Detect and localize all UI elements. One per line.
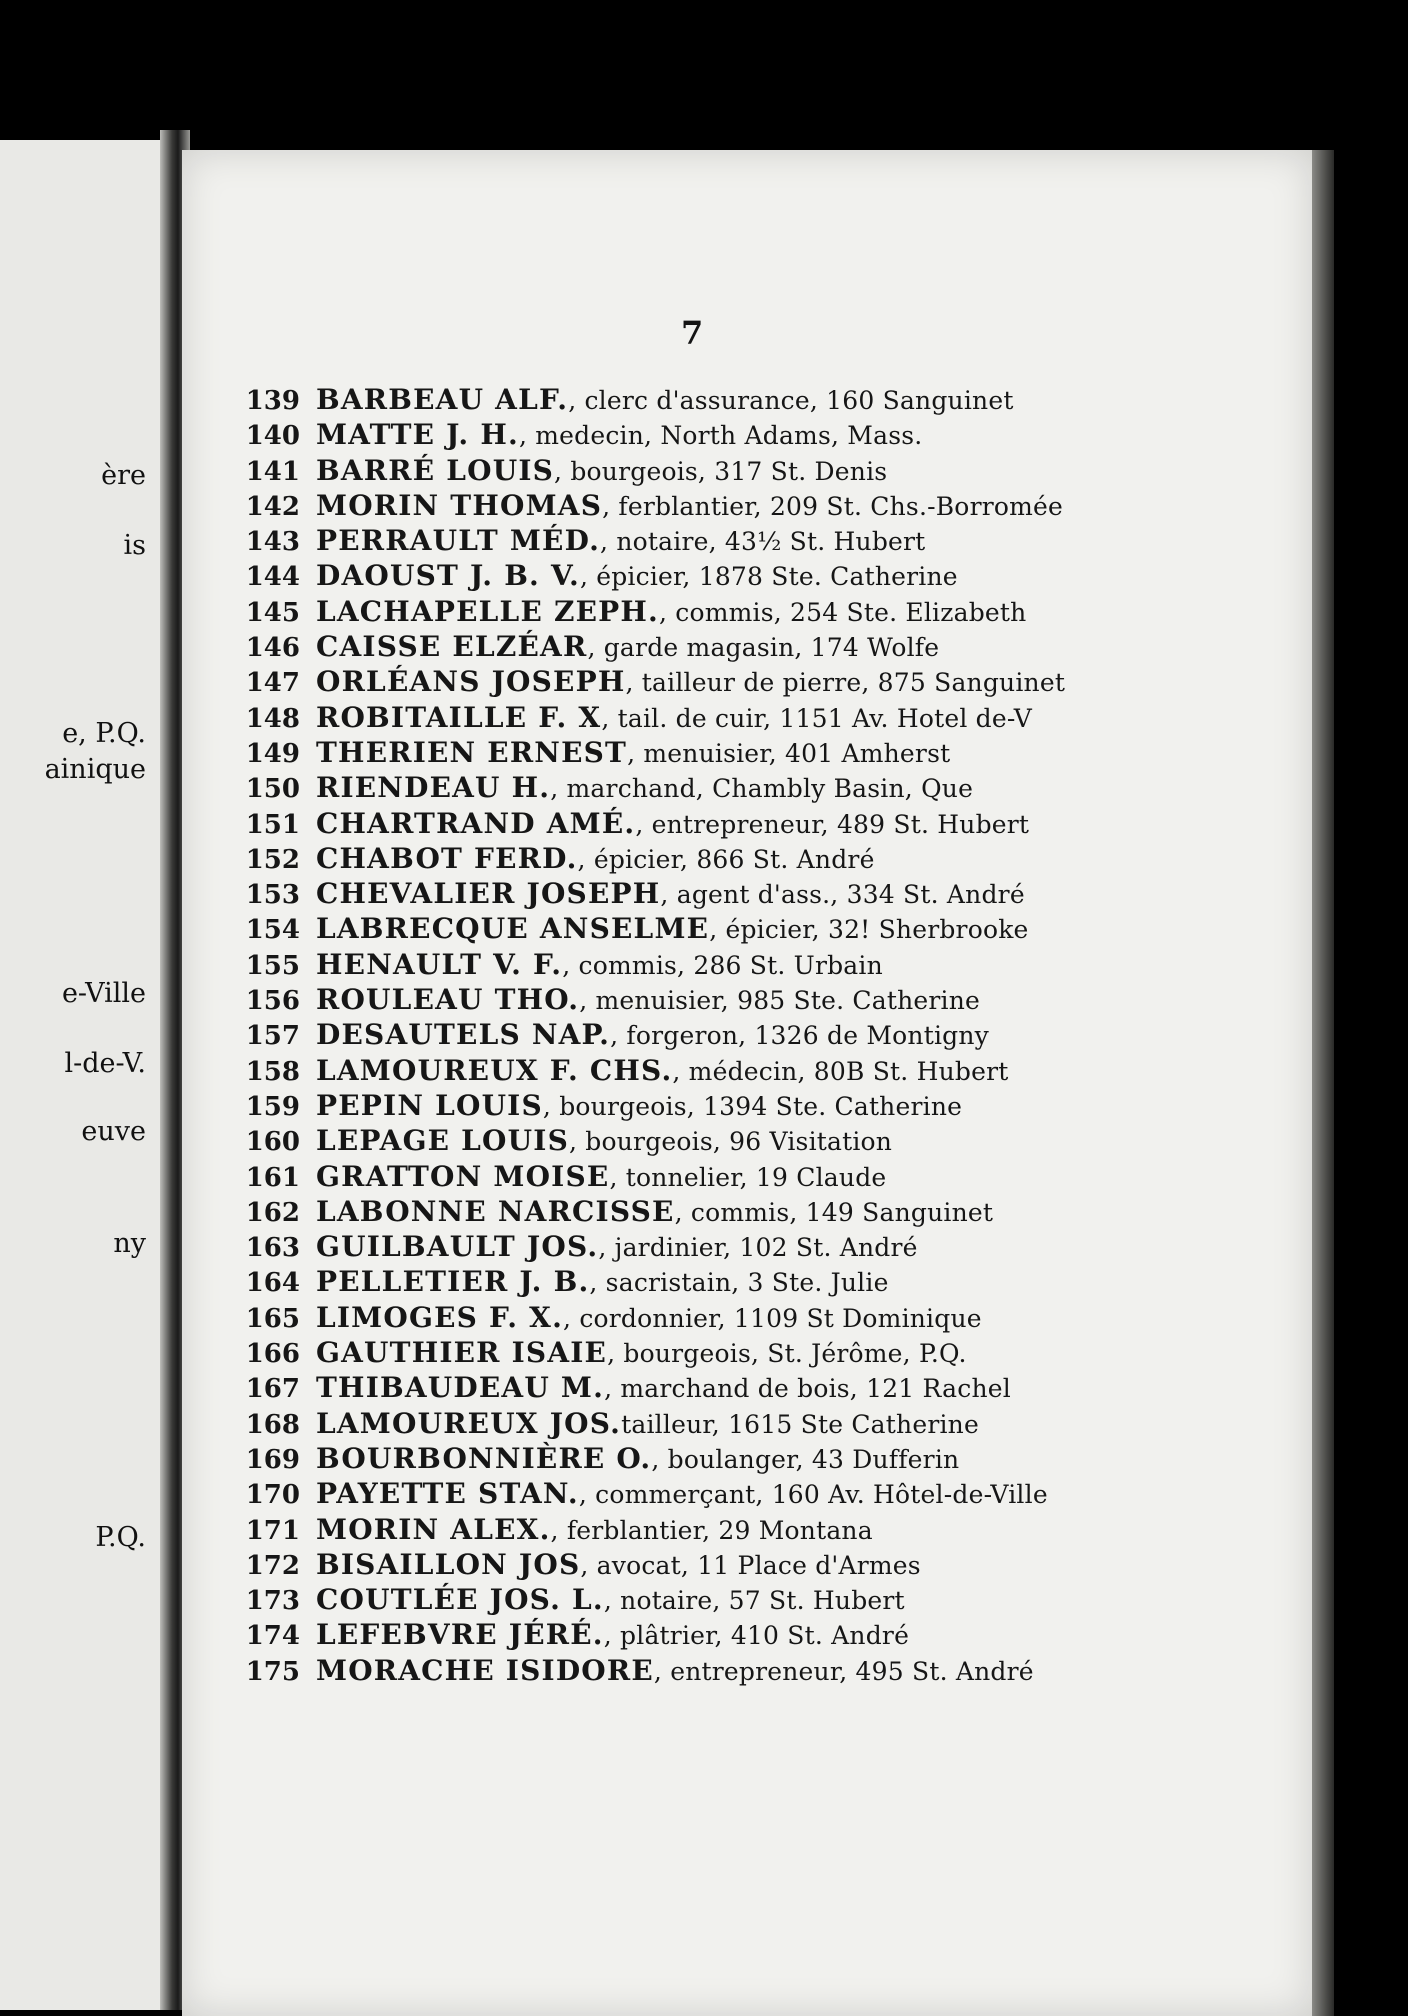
left-fragment: l-de-V. <box>64 1048 146 1079</box>
entry-number: 151 <box>245 809 300 840</box>
entry-detail: , commis, 149 Sanguinet <box>674 1197 994 1227</box>
entry-name: THERIEN ERNEST <box>316 735 628 769</box>
entry-detail: , ferblantier, 209 St. Chs.-Borromée <box>602 491 1064 521</box>
left-fragment: e-Ville <box>61 978 146 1009</box>
entry-number: 160 <box>245 1127 300 1158</box>
directory-entry <box>228 382 1308 417</box>
entry-detail: , menuisier, 985 Ste. Catherine <box>579 986 981 1016</box>
entry-name: GRATTON MOISE <box>316 1159 610 1193</box>
entry-name: LAMOUREUX F. CHS. <box>316 1053 673 1087</box>
entry-name: LEPAGE LOUIS <box>316 1124 569 1158</box>
entry-number: 175 <box>245 1656 300 1687</box>
entry-number: 161 <box>245 1162 300 1193</box>
entry-number: 156 <box>245 986 300 1017</box>
entry-number: 165 <box>245 1303 300 1334</box>
directory-entry <box>228 1017 1308 1052</box>
entry-number: 173 <box>245 1586 300 1617</box>
entry-name: MORIN ALEX. <box>316 1512 551 1546</box>
directory-entry <box>228 700 1308 735</box>
entry-name: ORLÉANS JOSEPH <box>316 665 626 699</box>
directory-page <box>182 150 1312 2016</box>
directory-entry <box>228 1547 1308 1582</box>
left-fragment: ère <box>101 460 146 491</box>
entry-name: RIENDEAU H. <box>316 771 551 805</box>
directory-entry <box>228 523 1308 558</box>
entry-detail: , jardinier, 102 St. André <box>598 1233 918 1263</box>
directory-entry <box>228 1476 1308 1511</box>
entry-detail: , clerc d'assurance, 160 Sanguinet <box>568 386 1014 415</box>
entry-number: 152 <box>245 844 300 875</box>
entry-name: CAISSE ELZÉAR <box>316 630 588 664</box>
entry-detail: , garde magasin, 174 Wolfe <box>587 633 940 663</box>
entry-name: LAMOUREUX JOS. <box>316 1406 622 1440</box>
entry-number: 143 <box>245 527 300 558</box>
entry-name: PELLETIER J. B. <box>316 1265 590 1299</box>
entry-name: LABRECQUE ANSELME <box>316 912 710 946</box>
entry-name: PERRAULT MÉD. <box>316 524 601 558</box>
entry-number: 145 <box>245 597 300 628</box>
entry-number: 140 <box>245 421 300 452</box>
entry-detail: , médecin, 80B St. Hubert <box>672 1056 1009 1086</box>
entry-detail: , notaire, 57 St. Hubert <box>603 1586 905 1616</box>
left-fragment: ny <box>113 1228 146 1259</box>
page-number: 7 <box>681 314 704 352</box>
entry-detail: , épicier, 866 St. André <box>577 844 875 874</box>
entry-name: HENAULT V. F. <box>316 947 563 981</box>
directory-entry <box>228 488 1308 523</box>
entry-number: 167 <box>245 1374 300 1405</box>
entry-detail: , bourgeois, 1394 Ste. Catherine <box>542 1091 963 1121</box>
entry-number: 148 <box>245 703 300 734</box>
entry-number: 172 <box>245 1550 300 1581</box>
entry-number: 150 <box>245 774 300 805</box>
entry-name: MATTE J. H. <box>316 418 519 452</box>
entry-number: 147 <box>245 668 300 699</box>
entry-name: ROULEAU THO. <box>316 983 580 1017</box>
entry-number: 174 <box>245 1621 300 1652</box>
entry-name: GUILBAULT JOS. <box>316 1230 599 1264</box>
entry-detail: , plâtrier, 410 St. André <box>603 1621 910 1651</box>
entry-number: 171 <box>245 1515 300 1546</box>
directory-entry <box>228 1370 1308 1405</box>
entry-number: 168 <box>245 1409 300 1440</box>
entry-number: 162 <box>245 1197 300 1228</box>
directory-entry <box>228 770 1308 805</box>
entry-detail: , medecin, North Adams, Mass. <box>518 421 923 451</box>
directory-entry <box>228 417 1308 452</box>
entry-number: 154 <box>245 915 300 946</box>
entry-detail: , marchand, Chambly Basin, Que <box>550 774 974 804</box>
entry-detail: , boulanger, 43 Dufferin <box>651 1444 960 1474</box>
directory-entry <box>228 806 1308 841</box>
entry-name: MORACHE ISIDORE <box>316 1653 654 1687</box>
directory-entry <box>228 876 1308 911</box>
entry-number: 139 <box>245 386 300 416</box>
entry-detail: , épicier, 32! Sherbrooke <box>709 915 1029 945</box>
entry-list <box>228 382 1308 1688</box>
entry-name: CHABOT FERD. <box>316 841 578 875</box>
entry-detail: , forgeron, 1326 de Montigny <box>610 1021 989 1051</box>
entry-name: ROBITAILLE F. X <box>316 700 602 734</box>
entry-name: PEPIN LOUIS <box>316 1088 543 1122</box>
entry-number: 170 <box>245 1480 300 1511</box>
entry-number: 157 <box>245 1021 300 1052</box>
entry-detail: , menuisier, 401 Amherst <box>627 738 951 768</box>
directory-entry <box>228 1264 1308 1299</box>
entry-detail: , avocat, 11 Place d'Armes <box>580 1550 921 1580</box>
entry-detail: , tail. de cuir, 1151 Av. Hotel de-V <box>601 703 1032 733</box>
directory-entry <box>228 664 1308 699</box>
entry-number: 164 <box>245 1268 300 1299</box>
entry-name: GAUTHIER ISAIE <box>316 1336 608 1370</box>
directory-entry <box>228 1194 1308 1229</box>
directory-entry <box>228 1300 1308 1335</box>
directory-entry <box>228 1406 1308 1441</box>
entry-name: CHARTRAND AMÉ. <box>316 806 636 840</box>
entry-name: DAOUST J. B. V. <box>316 559 580 593</box>
left-fragment: is <box>123 530 146 561</box>
directory-entry <box>228 735 1308 770</box>
entry-detail: tailleur, 1615 Ste Catherine <box>621 1409 979 1439</box>
entry-number: 149 <box>245 738 300 769</box>
entry-name: THIBAUDEAU M. <box>316 1371 605 1405</box>
directory-entry <box>228 629 1308 664</box>
entry-detail: , notaire, 43½ St. Hubert <box>600 527 926 557</box>
entry-name: LABONNE NARCISSE <box>316 1194 675 1228</box>
entry-name: LIMOGES F. X. <box>316 1300 564 1334</box>
directory-entry <box>228 558 1308 593</box>
directory-entry <box>228 453 1308 488</box>
entry-detail: , sacristain, 3 Ste. Julie <box>589 1268 889 1298</box>
directory-entry <box>228 594 1308 629</box>
entry-name: BISAILLON JOS <box>316 1547 581 1581</box>
directory-entry <box>228 911 1308 946</box>
entry-detail: , tonnelier, 19 Claude <box>609 1162 887 1192</box>
previous-page-edge <box>0 140 172 2010</box>
entry-name: DESAUTELS NAP. <box>316 1018 611 1052</box>
directory-entry <box>228 1229 1308 1264</box>
page-right-edge <box>1312 150 1334 2016</box>
entry-detail: , entrepreneur, 495 St. André <box>653 1656 1034 1686</box>
directory-entry <box>228 841 1308 876</box>
entry-detail: , agent d'ass., 334 St. André <box>660 880 1025 910</box>
entry-number: 159 <box>245 1091 300 1122</box>
left-fragment: e, P.Q. <box>62 718 146 749</box>
entry-detail: , ferblantier, 29 Montana <box>550 1515 873 1545</box>
directory-entry <box>228 1512 1308 1547</box>
entry-detail: , entrepreneur, 489 St. Hubert <box>635 809 1030 839</box>
entry-name: BOURBONNIÈRE O. <box>316 1441 652 1475</box>
entry-name: LACHAPELLE ZEPH. <box>316 594 659 628</box>
entry-detail: , bourgeois, 96 Visitation <box>569 1127 893 1157</box>
directory-entry <box>228 1159 1308 1194</box>
entry-detail: , commis, 254 Ste. Elizabeth <box>658 597 1027 627</box>
entry-detail: , marchand de bois, 121 Rachel <box>604 1374 1011 1404</box>
entry-number: 146 <box>245 633 300 664</box>
entry-detail: , commerçant, 160 Av. Hôtel-de-Ville <box>578 1480 1048 1510</box>
entry-number: 163 <box>245 1233 300 1264</box>
entry-detail: , tailleur de pierre, 875 Sanguinet <box>625 668 1066 698</box>
directory-entry <box>228 1617 1308 1652</box>
directory-entry <box>228 1053 1308 1088</box>
entry-number: 142 <box>245 491 300 522</box>
directory-entry <box>228 947 1308 982</box>
directory-entry <box>228 1441 1308 1476</box>
entry-detail: , commis, 286 St. Urbain <box>562 950 883 980</box>
entry-number: 153 <box>245 880 300 911</box>
directory-entry <box>228 1582 1308 1617</box>
left-fragment: ainique <box>44 754 146 785</box>
entry-name: COUTLÉE JOS. L. <box>316 1583 604 1617</box>
entry-name: BARBEAU ALF. <box>316 383 569 416</box>
entry-number: 158 <box>245 1056 300 1087</box>
entry-name: BARRÉ LOUIS <box>316 453 555 487</box>
entry-name: LEFEBVRE JÉRÉ. <box>316 1618 604 1652</box>
entry-detail: , épicier, 1878 Ste. Catherine <box>579 562 958 592</box>
entry-number: 155 <box>245 950 300 981</box>
directory-entry <box>228 1653 1308 1688</box>
entry-name: MORIN THOMAS <box>316 488 603 522</box>
entry-detail: , bourgeois, St. Jérôme, P.Q. <box>607 1339 967 1369</box>
directory-entry <box>228 1123 1308 1158</box>
entry-number: 144 <box>245 562 300 593</box>
entry-number: 166 <box>245 1339 300 1370</box>
entry-number: 141 <box>245 456 300 487</box>
directory-entry <box>228 982 1308 1017</box>
entry-detail: , cordonnier, 1109 St Dominique <box>563 1303 982 1333</box>
directory-entry <box>228 1088 1308 1123</box>
entry-detail: , bourgeois, 317 St. Denis <box>554 456 888 486</box>
left-fragment: P.Q. <box>95 1522 146 1553</box>
entry-name: CHEVALIER JOSEPH <box>316 877 661 911</box>
left-fragment: euve <box>81 1116 146 1147</box>
entry-number: 169 <box>245 1444 300 1475</box>
entry-name: PAYETTE STAN. <box>316 1477 579 1511</box>
directory-entry <box>228 1335 1308 1370</box>
